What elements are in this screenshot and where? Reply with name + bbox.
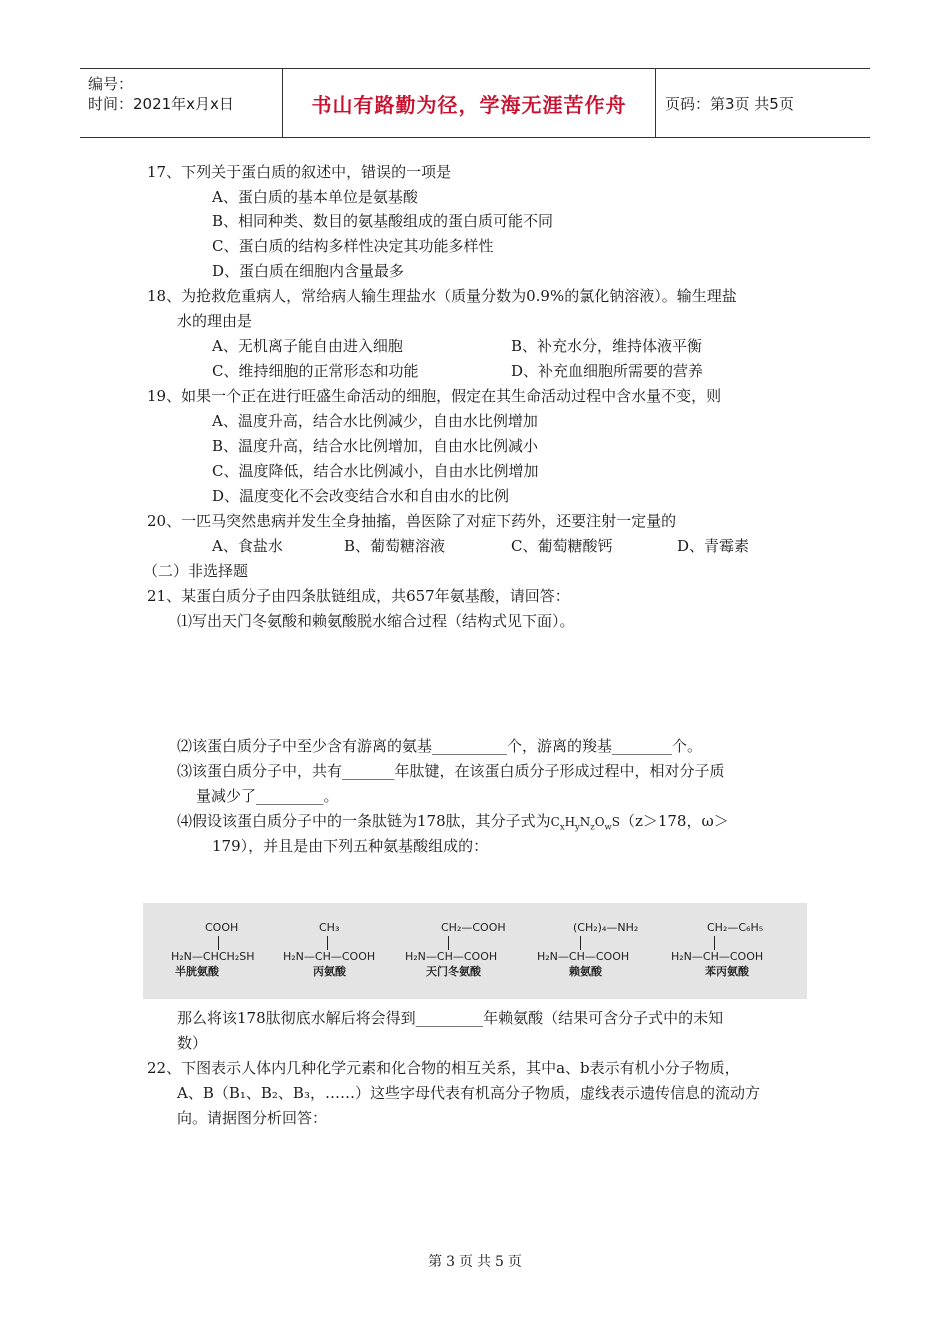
q21-part4-question-cont: 数） bbox=[177, 1034, 208, 1052]
amino-acid-figure bbox=[143, 903, 807, 999]
q20-option-d: D、青霉素 bbox=[677, 537, 750, 555]
q21-part4 bbox=[177, 811, 729, 836]
q22-stem-line2: A、B（B₁、B₂、B₃，……）这些字母代表有机高分子物质，虚线表示遗传信息的流动方 bbox=[177, 1084, 760, 1102]
phe-bond bbox=[714, 936, 715, 950]
asp-bond bbox=[448, 936, 449, 950]
q22-stem-line3: 向。请据图分析回答： bbox=[177, 1109, 328, 1127]
q18-option-c: C、维持细胞的正常形态和功能 bbox=[212, 362, 419, 380]
q20-stem: 20、一匹马突然患病并发生全身抽搐，兽医除了对症下药外，还要注射一定量的 bbox=[147, 512, 677, 530]
phe-name: 苯丙氨酸 bbox=[705, 965, 749, 978]
asp-side-chain: CH₂—COOH bbox=[441, 921, 506, 934]
q20-option-c: C、葡萄糖酸钙 bbox=[511, 537, 613, 555]
header-id-label: 编号： bbox=[88, 75, 134, 93]
cys-formula: H₂N—CHCH₂SH bbox=[171, 950, 255, 963]
footer-label-2: 页 bbox=[459, 1254, 473, 1270]
q18-option-b: B、补充水分，维持体液平衡 bbox=[511, 337, 703, 355]
q21-part4-cont: 179），并且是由下列五种氨基酸组成的： bbox=[212, 837, 489, 855]
asp-formula: H₂N—CH—COOH bbox=[405, 950, 498, 963]
q17-option-c: C、蛋白质的结构多样性决定其功能多样性 bbox=[212, 237, 494, 255]
footer-page-num: 3 bbox=[446, 1254, 455, 1270]
q17-stem: 17、下列关于蛋白质的叙述中，错误的一项是 bbox=[147, 163, 452, 181]
q19-option-a: A、温度升高，结合水比例减少，自由水比例增加 bbox=[212, 412, 538, 430]
lys-formula: H₂N—CH—COOH bbox=[537, 950, 630, 963]
q21-part1: ⑴写出天门冬氨酸和赖氨酸脱水缩合过程（结构式见下面）。 bbox=[177, 612, 575, 630]
footer-label-3: 共 bbox=[477, 1254, 491, 1270]
q20-option-a: A、食盐水 bbox=[212, 537, 283, 555]
q21-part2: ⑵该蛋白质分子中至少含有游离的氨基__________个，游离的羧基________个。 bbox=[177, 737, 703, 755]
q19-stem: 19、如果一个正在进行旺盛生命活动的细胞，假定在其生命活动过程中含水量不变，则 bbox=[147, 387, 722, 405]
q17-option-a: A、蛋白质的基本单位是氨基酸 bbox=[212, 188, 418, 206]
ala-name: 丙氨酸 bbox=[313, 965, 346, 978]
q17-option-b: B、相同种类、数目的氨基酸组成的蛋白质可能不同 bbox=[212, 212, 554, 230]
lys-name: 赖氨酸 bbox=[569, 965, 602, 978]
ala-formula: H₂N—CH—COOH bbox=[283, 950, 376, 963]
q19-option-c: C、温度降低，结合水比例减小，自由水比例增加 bbox=[212, 462, 539, 480]
q20-option-b: B、葡萄糖溶液 bbox=[344, 537, 446, 555]
q21-part4-question: 那么将该178肽彻底水解后将会得到_________年赖氨酸（结果可含分子式中的未知 bbox=[177, 1009, 724, 1027]
lys-side-chain: (CH₂)₄—NH₂ bbox=[573, 921, 639, 934]
header-page-code: 页码：第3页 共5页 bbox=[665, 94, 794, 113]
q21-part3-cont: 量减少了_________。 bbox=[196, 787, 339, 805]
q21-part4-cond: （z＞178，ω＞ bbox=[619, 812, 729, 830]
q21-part3: ⑶该蛋白质分子中，共有_______年肽键，在该蛋白质分子形成过程中，相对分子质 bbox=[177, 762, 725, 780]
footer-total: 5 bbox=[495, 1254, 504, 1270]
header-info-cell bbox=[80, 69, 282, 137]
phe-side-chain: CH₂—C₆H₅ bbox=[707, 921, 764, 934]
ala-side-chain: CH₃ bbox=[319, 921, 340, 934]
page-header bbox=[80, 68, 870, 138]
footer-label-1: 第 bbox=[428, 1254, 443, 1270]
cys-name: 半胱氨酸 bbox=[175, 965, 219, 978]
section-heading: （二）非选择题 bbox=[143, 562, 249, 580]
asp-name: 天门冬氨酸 bbox=[426, 965, 481, 978]
footer-label-4: 页 bbox=[507, 1254, 522, 1270]
q21-stem: 21、某蛋白质分子由四条肽链组成，共657年氨基酸，请回答： bbox=[147, 587, 570, 605]
q18-option-d: D、补充血细胞所需要的营养 bbox=[511, 362, 704, 380]
q22-stem: 22、下图表示人体内几种化学元素和化合物的相互关系，其中a、b表示有机小分子物质， bbox=[147, 1059, 740, 1077]
cys-bond bbox=[218, 936, 219, 950]
header-motto: 书山有路勤为径，学海无涯苦作舟 bbox=[282, 69, 656, 137]
molecular-formula: $C_xH_yN_zO_wS$ bbox=[550, 815, 620, 832]
q19-option-b: B、温度升高，结合水比例增加，自由水比例减小 bbox=[212, 437, 539, 455]
q18-option-a: A、无机离子能自由进入细胞 bbox=[212, 337, 403, 355]
cys-side-chain: COOH bbox=[205, 921, 239, 934]
header-time-label: 时间：2021年x月x日 bbox=[88, 95, 234, 113]
q18-stem-cont: 水的理由是 bbox=[177, 312, 253, 330]
phe-formula: H₂N—CH—COOH bbox=[671, 950, 764, 963]
page-footer bbox=[0, 1251, 950, 1271]
ala-bond bbox=[327, 936, 328, 950]
q19-option-d: D、温度变化不会改变结合水和自由水的比例 bbox=[212, 487, 510, 505]
q17-option-d: D、蛋白质在细胞内含量最多 bbox=[212, 262, 405, 280]
lys-bond bbox=[580, 936, 581, 950]
q21-part4-text: ⑷假设该蛋白质分子中的一条肽链为178肽，其分子式为 bbox=[177, 812, 551, 830]
q18-stem: 18、为抢救危重病人，常给病人输生理盐水（质量分数为0.9%的氯化钠溶液）。输生理盐 bbox=[147, 287, 737, 305]
